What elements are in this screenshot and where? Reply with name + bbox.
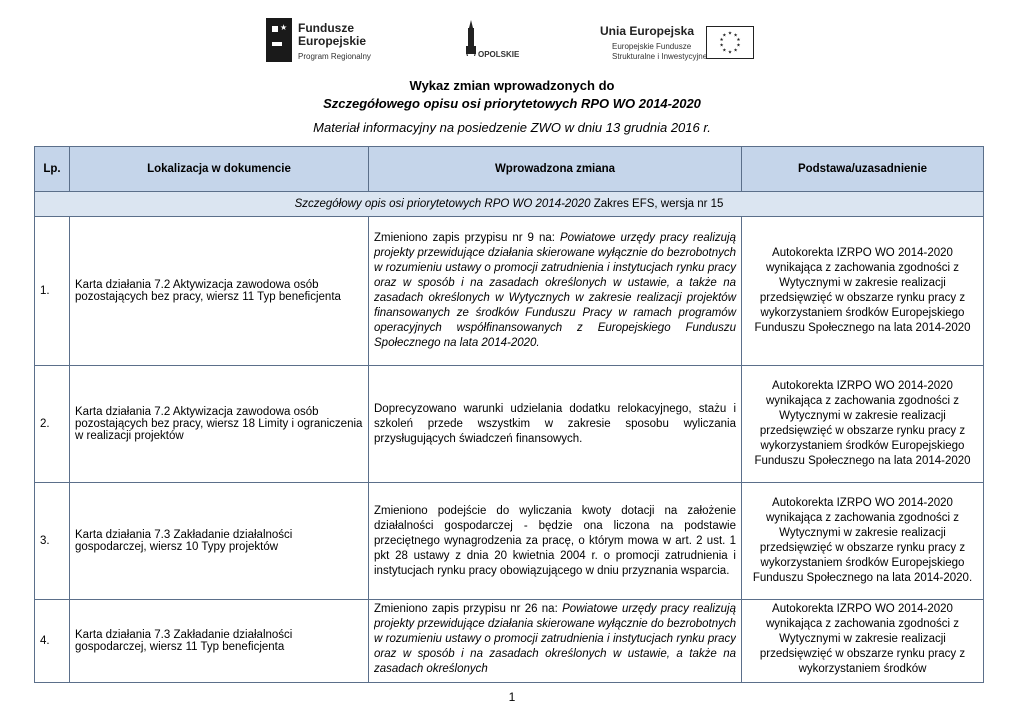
svg-text:★: ★ (722, 33, 727, 39)
svg-text:★: ★ (719, 38, 724, 44)
row-basis: Autokorekta IZRPO WO 2014-2020 wynikająca z zachowania zgodności z Wytycznymi w zakresie realizacji przedsięwzięć w obszarze rynku pracy z wykorzystaniem środków Europejskiego Funduszu Społecznego na lata 2014-2020 (742, 217, 984, 366)
ue-logo-title: Unia Europejska (600, 24, 695, 38)
row-basis-text: Autokorekta IZRPO WO 2014-2020 wynikająca z zachowania zgodności z Wytycznymi w zakresie realizacji przedsięwzięć w obszarze rynku pracy z wykorzystaniem środków (759, 603, 966, 675)
document-subtitle: Materiał informacyjny na posiedzenie ZWO w dniu 13 grudnia 2016 r. (313, 120, 711, 135)
unia-europejska-logo (600, 20, 760, 66)
document-title-line1: Wykaz zmian wprowadzonych do (409, 78, 615, 93)
svg-text:★: ★ (733, 48, 738, 54)
header-location: Lokalizacja w dokumencie (70, 147, 369, 192)
table-row (35, 217, 984, 366)
row-lp: 1. (35, 217, 70, 366)
header-lp: Lp. (35, 147, 70, 192)
document-title-line2: Szczegółowego opisu osi priorytetowych RPO WO 2014-2020 (323, 96, 701, 111)
row-basis (742, 600, 984, 683)
row-lp: 4. (35, 600, 70, 683)
page-number: 1 (508, 690, 516, 704)
row-change: Doprecyzowano warunki udzielania dodatku relokacyjnego, stażu i szkoleń przede wszystkim w zakresie sposobu wyliczania przysługujących świadczeń finansowych. (369, 366, 742, 483)
row-change-prefix: Zmieniono zapis przypisu nr 9 na: (374, 232, 560, 244)
table-row (35, 600, 984, 683)
table-row (35, 483, 984, 600)
row-location: Karta działania 7.2 Aktywizacja zawodowa osób pozostających bez pracy, wiersz 11 Typ beneficjenta (70, 217, 369, 366)
section-title-italic: Szczegółowy opis osi priorytetowych RPO WO 2014-2020 (294, 198, 591, 210)
table-row (35, 366, 984, 483)
svg-text:★: ★ (736, 38, 741, 44)
svg-text:★: ★ (722, 48, 727, 54)
row-basis: Autokorekta IZRPO WO 2014-2020 wynikająca z zachowania zgodności z Wytycznymi w zakresie realizacji przedsięwzięć w obszarze rynku pracy z wykorzystaniem środków Europejskiego Funduszu Społecznego na lata 2014-2020 (742, 366, 984, 483)
opolskie-logo (458, 20, 524, 66)
fe-emblem-icon: ★ (266, 18, 292, 62)
row-lp: 2. (35, 366, 70, 483)
section-row (35, 192, 984, 217)
ue-logo-subtitle-2: Strukturalne i Inwestycyjne (612, 52, 708, 61)
fe-logo-line2: Europejskie (298, 34, 367, 48)
row-change-italic: Powiatowe urzędy pracy realizują projekty przewidujące działania skierowane wyłącznie do bezrobotnych w rozumieniu ustawy o promocji zatrudnienia i instytucjach rynku pracy oraz w sposób i na zasadach określonych w ustawie, a także na zasadach określonych (374, 603, 736, 675)
table-header-row (35, 147, 984, 192)
row-lp: 3. (35, 483, 70, 600)
row-change (369, 600, 742, 683)
fe-logo-subtitle: Program Regionalny (298, 52, 371, 61)
svg-text:★: ★ (727, 50, 733, 56)
eu-flag-icon (706, 26, 754, 59)
fundusze-europejskie-logo (266, 18, 386, 66)
row-change (369, 217, 742, 366)
svg-text:★: ★ (727, 31, 733, 37)
header-logos (0, 14, 1024, 66)
section-title-normal: Zakres EFS, wersja nr 15 (590, 198, 724, 210)
ue-logo-subtitle-1: Europejskie Fundusze (612, 42, 692, 51)
fe-logo-line1: Fundusze (298, 21, 354, 35)
svg-text:★: ★ (733, 33, 738, 39)
changes-table (34, 146, 984, 683)
header-basis: Podstawa/uzasadnienie (742, 147, 984, 192)
row-location: Karta działania 7.3 Zakładanie działalności gospodarczej, wiersz 10 Typy projektów (70, 483, 369, 600)
row-basis: Autokorekta IZRPO WO 2014-2020 wynikająca z zachowania zgodności z Wytycznymi w zakresie realizacji przedsięwzięć w obszarze rynku pracy z wykorzystaniem środków Europejskiego Funduszu Społecznego na lata 2014-2020. (742, 483, 984, 600)
header-change: Wprowadzona zmiana (369, 147, 742, 192)
row-change-prefix: Zmieniono zapis przypisu nr 26 na: (374, 603, 563, 615)
opolskie-tower-icon (464, 20, 478, 56)
svg-text:★: ★ (719, 43, 724, 49)
svg-text:★: ★ (736, 43, 741, 49)
row-location: Karta działania 7.2 Aktywizacja zawodowa osób pozostających bez pracy, wiersz 18 Limity i ograniczenia w realizacji projektów (70, 366, 369, 483)
opolskie-logo-text: OPOLSKIE (478, 50, 520, 59)
row-change-italic: Powiatowe urzędy pracy realizują projekty przewidujące działania skierowane wyłącznie do bezrobotnych w rozumieniu ustawy o promocji zatrudnienia i instytucjach rynku pracy oraz w sposób i na zasadach określonych w ustawie, a także na zasadach określonych w Wytycznych w zakresie realizacji projektów finansowanych ze środków Funduszu Pracy w ramach programów operacyjnych współfinansowanych z Europejskiego Funduszu Społecznego na lata 2014-2020. (374, 232, 736, 349)
row-location: Karta działania 7.3 Zakładanie działalności gospodarczej, wiersz 11 Typ beneficjenta (70, 600, 369, 683)
row-change: Zmieniono podejście do wyliczania kwoty dotacji na założenie działalności gospodarczej - będzie ona liczona na podstawie przeciętnego wynagrodzenia za pracę, o którym mowa w art. 2 ust. 1 pkt 28 ustawy z dnia 20 kwietnia 2004 r. o promocji zatrudnienia i instytucjach rynku pracy obowiązującego w dniu przyznania wsparcia. (369, 483, 742, 600)
